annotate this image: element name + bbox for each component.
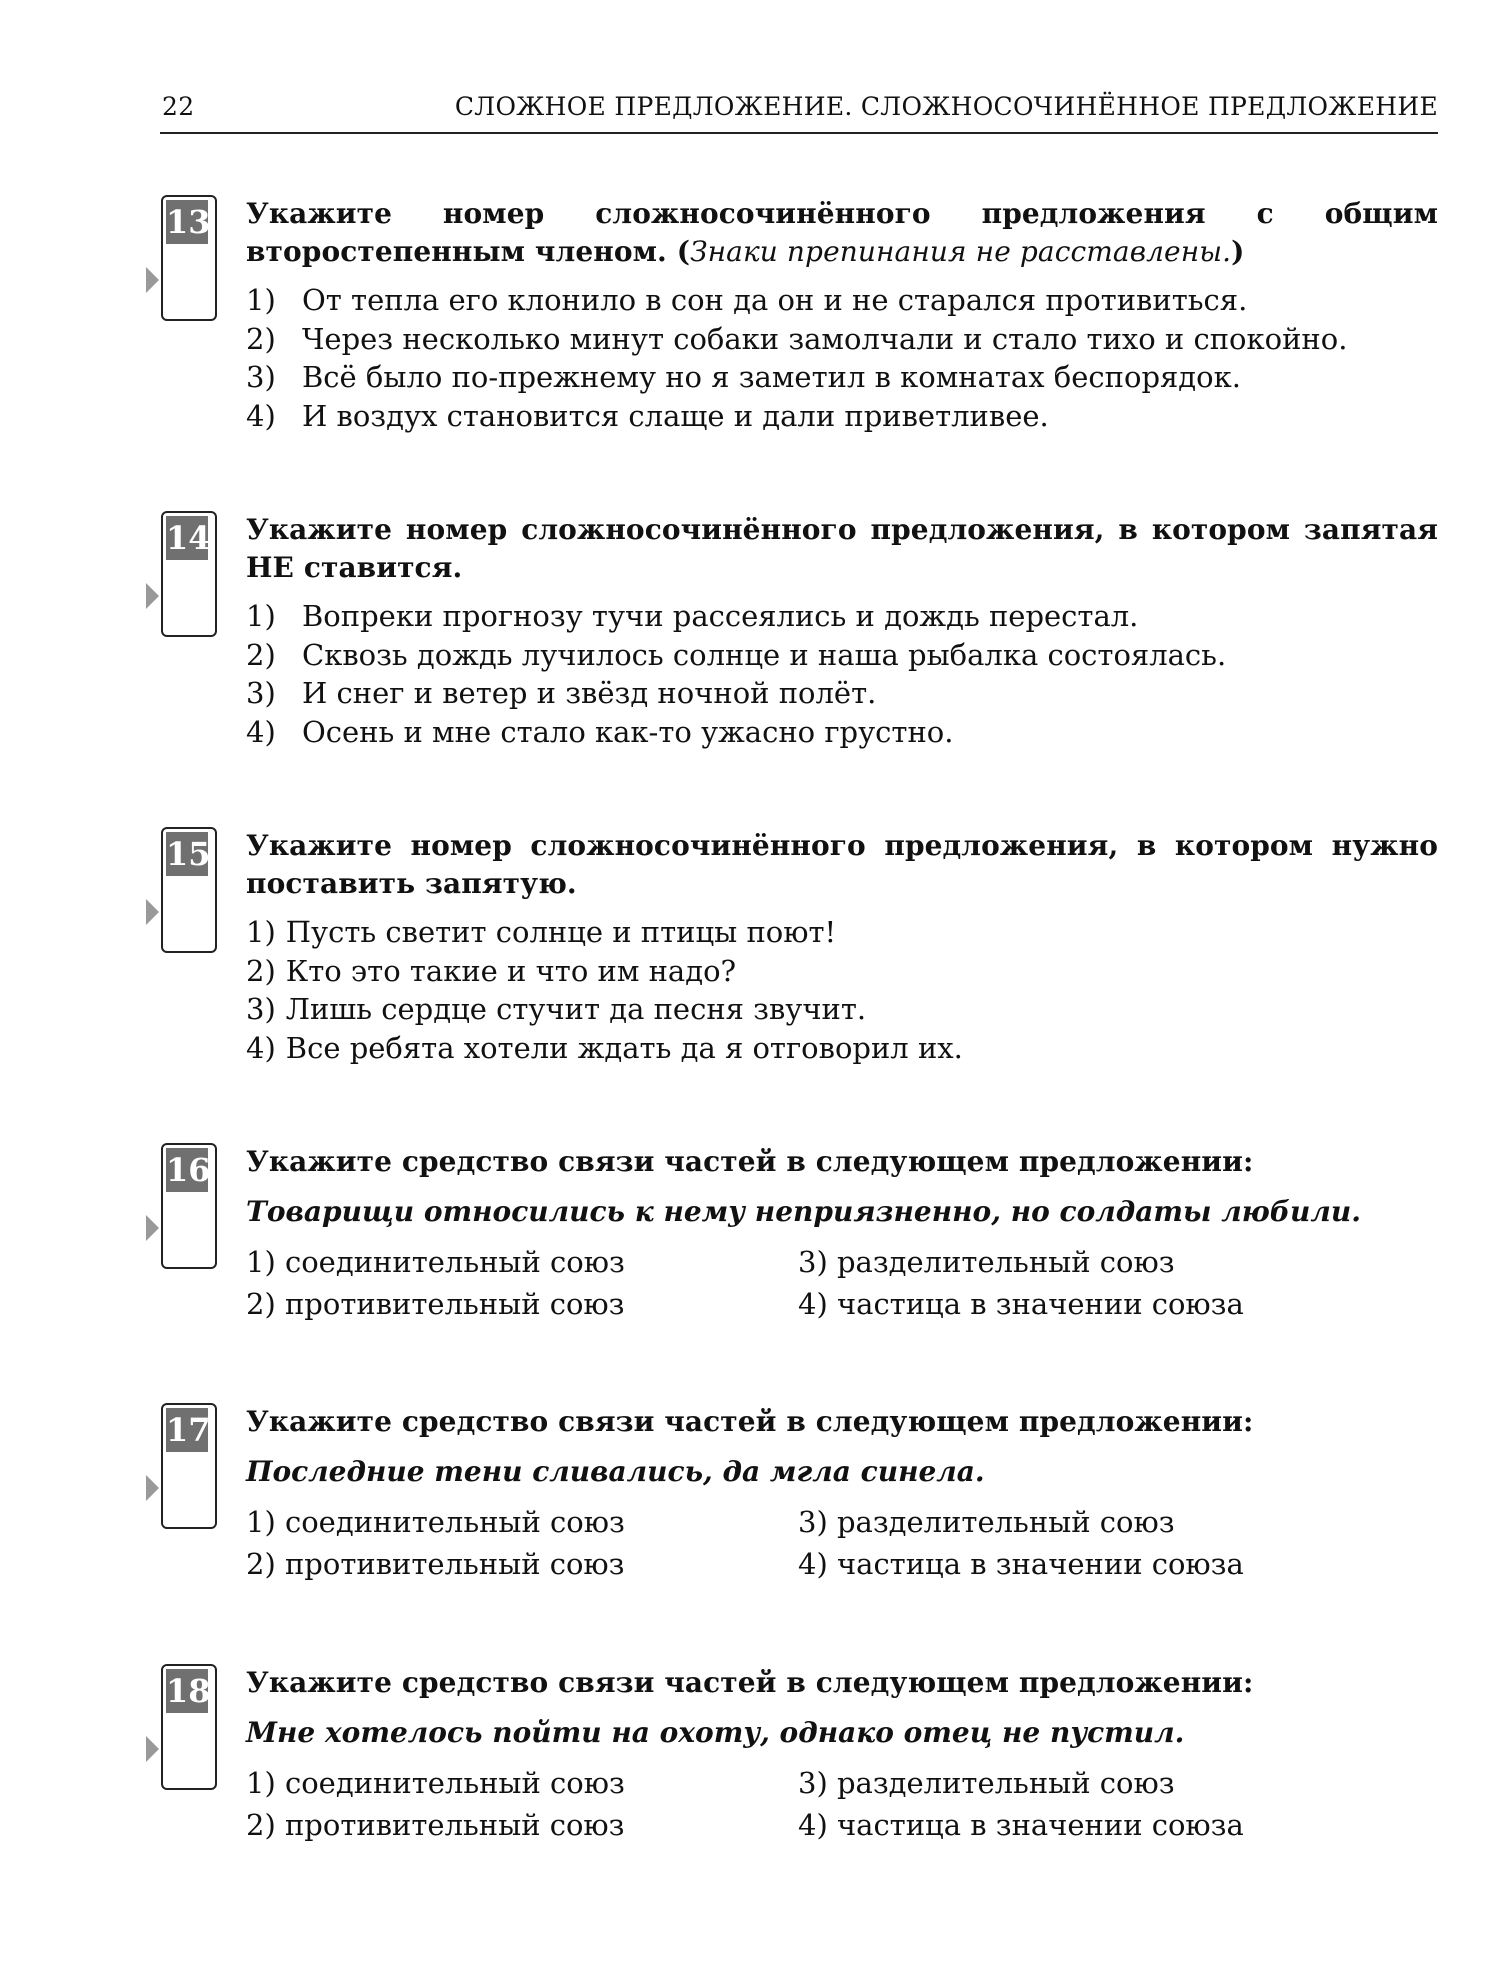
arrow-marker-icon <box>146 583 159 609</box>
option: 3) разделительный союз <box>798 1766 1175 1800</box>
option: 4) И воздух становится слаще и дали приветливее. <box>246 398 1049 433</box>
option: 4) частица в значении союза <box>798 1287 1244 1321</box>
question-text: Укажите средство связи частей в следующем предложении: <box>246 1666 1254 1699</box>
example-sentence: Мне хотелось пойти на охоту, однако отец не пустил. <box>246 1716 1185 1749</box>
answer-box[interactable] <box>161 511 217 637</box>
options-list <box>246 913 1438 1067</box>
option: 2) противительный союз <box>246 1287 625 1321</box>
task-number: 18 <box>166 1669 208 1713</box>
page-number: 22 <box>162 92 195 121</box>
task-number: 15 <box>166 832 208 876</box>
option: 3) разделительный союз <box>798 1245 1175 1279</box>
option: 3) Лишь сердце стучит да песня звучит. <box>246 992 867 1026</box>
question-text: Укажите номер сложносочинённого предложения с общим второстепенным членом. (Знаки препинания не расставлены.) <box>246 197 1438 268</box>
example-sentence: Товарищи относились к нему неприязненно, но солдаты любили. <box>246 1195 1361 1228</box>
task-number: 17 <box>166 1408 208 1452</box>
question-text: Укажите номер сложносочинённого предложения, в котором запятая НЕ ставится. <box>246 513 1438 584</box>
option: 1) Вопреки прогнозу тучи рассеялись и дождь перестал. <box>246 599 1139 633</box>
options-grid <box>246 1501 1438 1585</box>
example-sentence: Последние тени сливались, да мгла синела. <box>246 1455 985 1488</box>
option: 3) И снег и ветер и звёзд ночной полёт. <box>246 676 877 710</box>
answer-box[interactable] <box>161 1143 217 1269</box>
option: 4) Осень и мне стало как-то ужасно грустно. <box>246 714 954 749</box>
option: 4) частица в значении союза <box>798 1547 1244 1581</box>
option: 3) разделительный союз <box>798 1505 1175 1539</box>
arrow-marker-icon <box>146 1736 159 1762</box>
option: 2) Сквозь дождь лучилось солнце и наша рыбалка состоялась. <box>246 637 1227 672</box>
answer-box[interactable] <box>161 827 217 953</box>
option: 2) противительный союз <box>246 1547 625 1581</box>
task-number: 16 <box>166 1148 208 1192</box>
options-list <box>246 281 1438 435</box>
answer-box[interactable] <box>161 195 217 321</box>
option: 2) Через несколько минут собаки замолчали и стало тихо и спокойно. <box>246 321 1348 356</box>
option: 1) соединительный союз <box>246 1245 625 1279</box>
option: 3) Всё было по-прежнему но я заметил в комнатах беспорядок. <box>246 360 1241 394</box>
option: 4) Все ребята хотели ждать да я отговорил их. <box>246 1030 963 1065</box>
running-title: СЛОЖНОЕ ПРЕДЛОЖЕНИЕ. СЛОЖНОСОЧИНЁННОЕ ПРЕДЛОЖЕНИЕ <box>454 92 1438 121</box>
page-header <box>160 92 1438 134</box>
answer-box[interactable] <box>161 1403 217 1529</box>
option: 1) От тепла его клонило в сон да он и не старался противиться. <box>246 283 1248 317</box>
answer-box[interactable] <box>161 1664 217 1790</box>
options-grid <box>246 1762 1438 1846</box>
question-note: Знаки препинания не расставлены. <box>690 235 1232 268</box>
arrow-marker-icon <box>146 267 159 293</box>
question-text: Укажите средство связи частей в следующем предложении: <box>246 1405 1254 1438</box>
arrow-marker-icon <box>146 899 159 925</box>
question-text: Укажите номер сложносочинённого предложения, в котором нужно поставить запятую. <box>246 829 1438 900</box>
option: 1) соединительный союз <box>246 1766 625 1800</box>
question-text: Укажите средство связи частей в следующем предложении: <box>246 1145 1254 1178</box>
option: 2) Кто это такие и что им надо? <box>246 953 737 988</box>
task-number: 13 <box>166 200 208 244</box>
options-grid <box>246 1241 1438 1325</box>
task-number: 14 <box>166 516 208 560</box>
option: 4) частица в значении союза <box>798 1808 1244 1842</box>
arrow-marker-icon <box>146 1215 159 1241</box>
option: 2) противительный союз <box>246 1808 625 1842</box>
option: 1) Пусть светит солнце и птицы поют! <box>246 915 837 949</box>
arrow-marker-icon <box>146 1475 159 1501</box>
option: 1) соединительный союз <box>246 1505 625 1539</box>
options-list <box>246 597 1438 751</box>
